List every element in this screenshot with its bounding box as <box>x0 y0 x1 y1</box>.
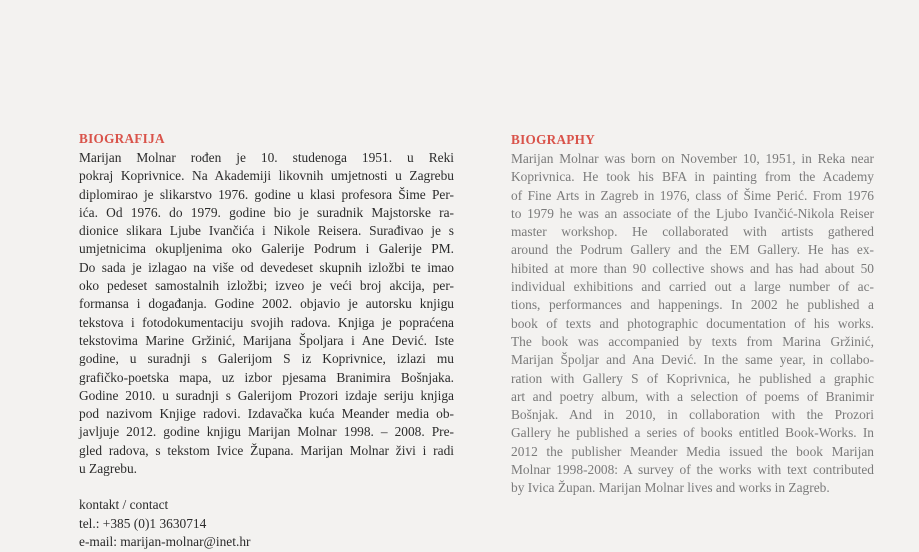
contact-block <box>79 496 454 551</box>
text-line: formansa i događanja. Godine 2002. objavio je autorsku knjigu <box>79 296 454 312</box>
text-line: hibited at more than 90 collective shows and has had about 50 <box>511 260 874 276</box>
text-line: around the Podrum Gallery and the EM Gallery. He has ex- <box>511 242 874 258</box>
text-line: tekstovima Marine Gržinić, Marijana Špoljara i Ane Dević. Iste <box>79 332 454 348</box>
text-line: The book was accompanied by texts from Marina Gržinić, <box>511 333 874 349</box>
text-line: umjetnicima okupljenima oko Galerije Podrum i Galerije PM. <box>79 241 454 257</box>
text-line: Do sada je izlagao na više od devedeset skupnih izložbi te imao <box>79 259 454 275</box>
croatian-biography <box>79 130 454 551</box>
text-line: godine, u suradnji s Galerijom S iz Koprivnice, izlazi mu <box>79 351 454 367</box>
text-line: pod nazivom Knjige radovi. Izdavačka kuća Meander media ob- <box>79 406 454 422</box>
text-line: individual exhibitions and carried out a large number of ac- <box>511 279 874 295</box>
contact-email: e-mail: marijan-molnar@inet.hr <box>79 533 251 549</box>
text-line: by Ivica Župan. Marijan Molnar lives and works in Zagreb. <box>511 480 830 496</box>
biography-text-croatian <box>79 149 454 478</box>
text-line: Godine 2010. u suradnji s Galerijom Prozori izdaje seriju knjiga <box>79 387 454 403</box>
text-line: u Zagrebu. <box>79 461 138 477</box>
text-line: gled radova, s tekstom Ivice Županа. Marijan Molnar živi i radi <box>79 442 454 458</box>
biography-text-english <box>511 150 874 498</box>
biography-heading-croatian: BIOGRAFIJA <box>79 131 165 146</box>
text-line: Marijan Špoljar and Ana Dević. In the same year, in collabo- <box>511 352 874 368</box>
text-line: to 1979 he was an associate of the Ljubo Ivančić-Nikola Reiser <box>511 205 874 221</box>
text-line: tions, performances and happenings. In 2002 he published a <box>511 297 874 313</box>
text-line: ration with Gallery S of Koprivnica, he published a graphic <box>511 370 874 386</box>
text-line: diplomirao je slikarstvo 1976. godine u klasi profesora Šime Per- <box>79 186 454 202</box>
text-line: Molnar 1998-2008: A survey of the works with text contributed <box>511 462 874 478</box>
text-line: tekstova i fotodokumentaciju svojih radova. Knjiga je popraćena <box>79 314 454 330</box>
text-line: javljuje 2012. godine knjigu Marijan Molnar 1998. – 2008. Pre- <box>79 424 454 440</box>
text-line: art and poetry album, with a selection of poems of Branimir <box>511 388 874 404</box>
contact-label: kontakt / contact <box>79 497 169 513</box>
text-line: ića. Od 1976. do 1979. godine bio je suradnik Majstorske ra- <box>79 204 454 220</box>
contact-phone: tel.: +385 (0)1 3630714 <box>79 515 207 531</box>
text-line: master workshop. He collaborated with artists gathered <box>511 224 874 240</box>
text-line: Gallery he published a series of books entitled Book-Works. In <box>511 425 874 441</box>
english-biography <box>511 130 874 498</box>
text-line: Marijan Molnar was born on November 10, 1951, in Reka near <box>511 151 874 166</box>
text-line: Koprivnica. He took his BFA in painting from the Academy <box>511 169 874 185</box>
text-line: pokraj Koprivnice. Na Akademiji likovnih umjetnosti u Zagrebu <box>79 168 454 184</box>
text-line: book of texts and photographic documentation of his works. <box>511 315 874 331</box>
text-line: oko pedeset samostalnih izložbi; izveo je veći broj akcija, per- <box>79 278 454 294</box>
text-line: dionice slikara Ljube Ivančića i Nikole Reisera. Surađivao je s <box>79 223 454 239</box>
text-line: of Fine Arts in Zagreb in 1976, class of Šime Perić. From 1976 <box>511 187 874 203</box>
text-line: Marijan Molnar rođen je 10. studenoga 1951. u Reki <box>79 150 454 165</box>
text-line: 2012 the publisher Meander Media issued the book Marijan <box>511 443 874 459</box>
biography-heading-english: BIOGRAPHY <box>511 132 596 147</box>
text-line: Bošnjak. And in 2010, in collaboration with the Prozori <box>511 407 874 423</box>
text-line: grafičko-poetska mapa, uz izbor pjesama Branimira Bošnjaka. <box>79 369 454 385</box>
